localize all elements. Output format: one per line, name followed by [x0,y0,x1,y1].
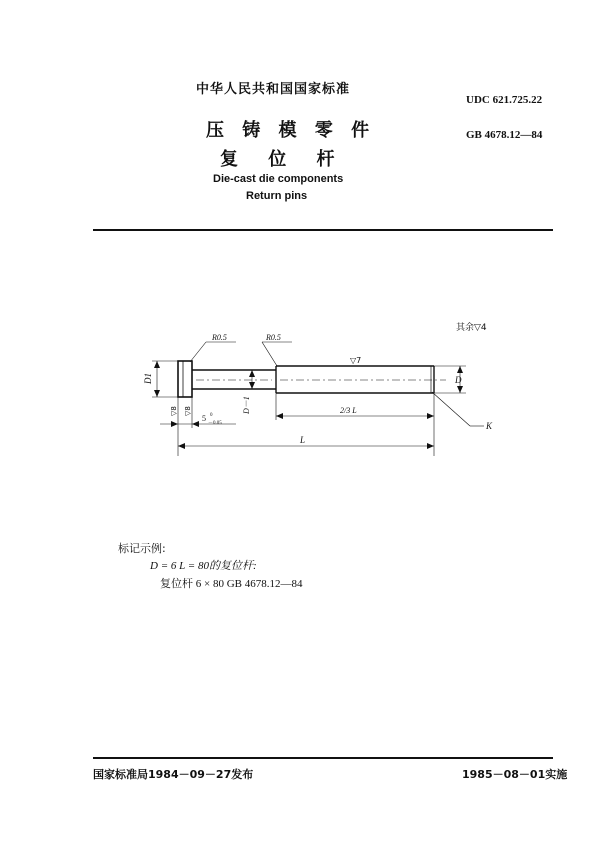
surface-finish-note: 其余▽4 [456,323,487,333]
radius-label-right: R0.5 [266,333,281,342]
dimension-head-tol-lower: －0.05 [208,421,222,426]
issue-date: 国家标准局1984－09－27发布 [93,768,254,781]
finish-mark-body: ▽7 [350,356,362,365]
title-en-line1: Die-cast die components [213,173,344,185]
dimension-L: L [300,435,306,445]
finish-mark-head-bottom: ▽8 [170,406,178,416]
standard-number: GB 4678.12—84 [466,129,543,141]
title-cn-line1: 压 铸 模 零 件 [206,120,376,141]
dimension-D: D [455,375,462,385]
dimension-head-tol-upper: 0 [210,413,213,418]
dimension-D-minus-1: D－1 [242,396,251,414]
dimension-D1: D1 [143,373,153,384]
issuing-country-standard: 中华人民共和国国家标准 [196,82,351,97]
marking-example-condition: D = 6 L = 80的复位杆: [150,560,257,572]
finish-mark-head-side: ▽8 [184,406,192,416]
footer-divider [93,757,553,759]
title-cn-line2: 复 位 杆 [220,149,347,170]
marking-example-designation: 复位杆 6 × 80 GB 4678.12—84 [160,578,303,590]
radius-label-left: R0.5 [212,333,227,342]
udc-code: UDC 621.725.22 [466,94,543,106]
marking-example-title: 标记示例: [118,542,166,555]
pin-head-outline [178,361,192,397]
dimension-K: K [486,421,493,431]
dimension-two-thirds-L: 2/3 L [340,406,357,415]
dimension-head-thickness: 5 [202,414,206,423]
implementation-date: 1985－08－01实施 [462,768,568,781]
title-en-line2: Return pins [246,190,308,202]
